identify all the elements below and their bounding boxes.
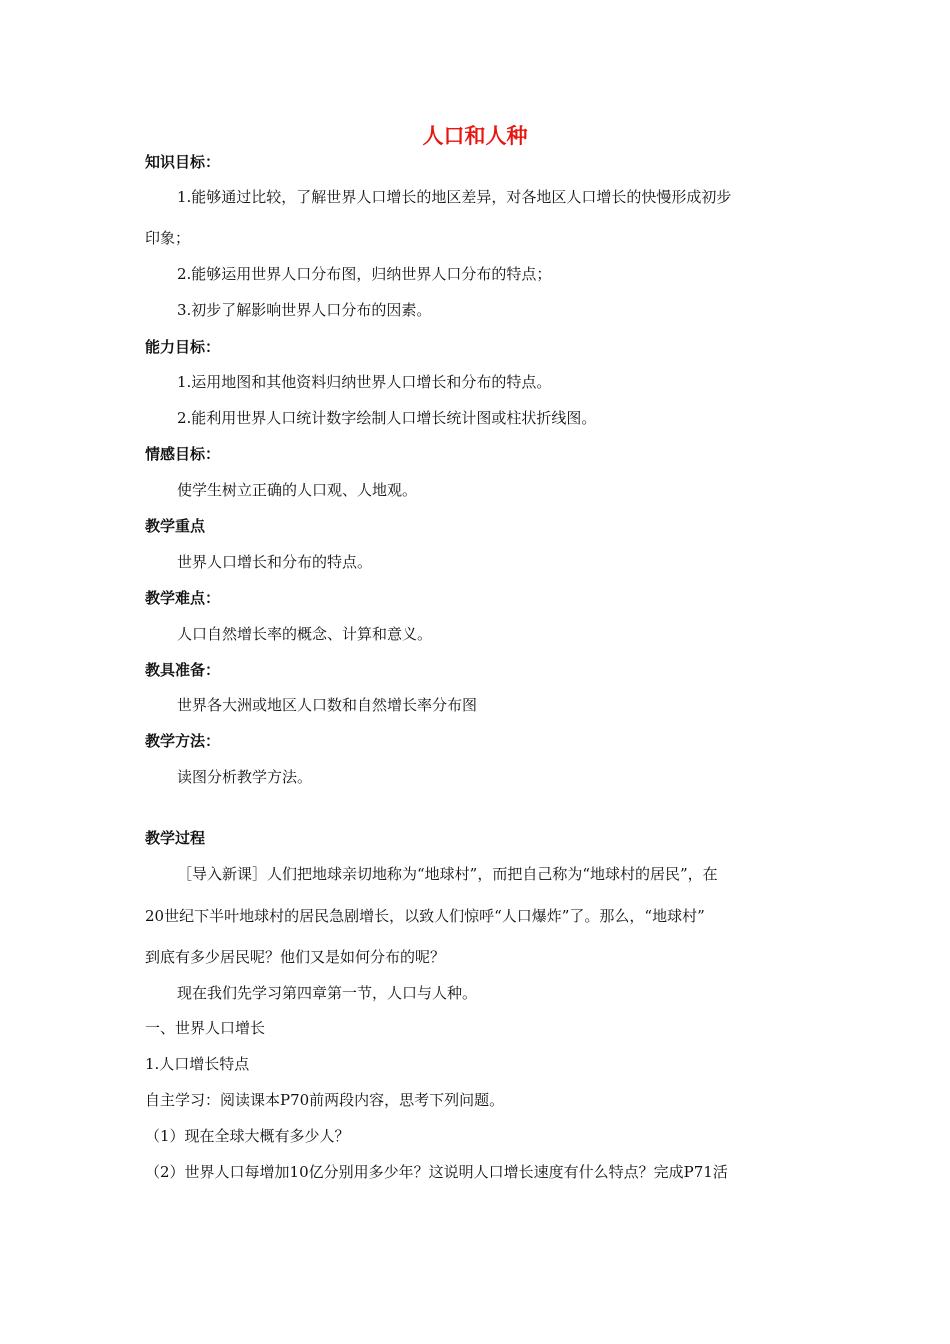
method-item: 读图分析教学方法。 <box>177 768 313 786</box>
ability-item-1: 1.运用地图和其他资料归纳世界人口增长和分布的特点。 <box>177 373 552 391</box>
process-paragraph-1-cont: 20世纪下半叶地球村的居民急剧增长，以致人们惊呼“人口爆炸”了。那么，“地球村” <box>145 907 705 925</box>
key-points-item: 世界人口增长和分布的特点。 <box>177 553 373 571</box>
process-paragraph-1-cont2: 到底有多少居民呢？他们又是如何分布的呢？ <box>145 948 446 966</box>
difficulty-heading: 教学难点： <box>145 589 221 607</box>
key-points-heading: 教学重点 <box>145 517 206 535</box>
part-1-subheading: 1.人口增长特点 <box>145 1055 250 1073</box>
knowledge-item-1-cont: 印象； <box>145 229 191 247</box>
document-title: 人口和人种 <box>422 124 528 148</box>
question-2: （2）世界人口每增加10亿分别用多少年？这说明人口增长速度有什么特点？完成P71活 <box>145 1163 728 1181</box>
process-paragraph-1: ［导入新课］人们把地球亲切地称为“地球村”，而把自己称为“地球村的居民”，在 <box>177 865 718 883</box>
process-paragraph-2: 现在我们先学习第四章第一节，人口与人种。 <box>177 984 478 1002</box>
knowledge-item-3: 3.初步了解影响世界人口分布的因素。 <box>177 301 432 319</box>
ability-heading: 能力目标： <box>145 338 221 356</box>
process-heading: 教学过程 <box>145 829 206 847</box>
ability-item-2: 2.能利用世界人口统计数字绘制人口增长统计图或柱状折线图。 <box>177 409 597 427</box>
self-study-line: 自主学习：阅读课本P70前两段内容，思考下列问题。 <box>145 1091 505 1109</box>
tools-heading: 教具准备： <box>145 661 221 679</box>
emotion-item-1: 使学生树立正确的人口观、人地观。 <box>177 481 418 499</box>
part-1-heading: 一、世界人口增长 <box>145 1019 266 1037</box>
question-1: （1）现在全球大概有多少人？ <box>145 1127 350 1145</box>
method-heading: 教学方法： <box>145 732 221 750</box>
knowledge-item-1: 1.能够通过比较，了解世界人口增长的地区差异，对各地区人口增长的快慢形成初步 <box>177 188 732 206</box>
tools-item: 世界各大洲或地区人口数和自然增长率分布图 <box>177 696 478 714</box>
emotion-heading: 情感目标： <box>145 445 221 463</box>
knowledge-heading: 知识目标： <box>145 153 221 171</box>
difficulty-item: 人口自然增长率的概念、计算和意义。 <box>177 625 433 643</box>
knowledge-item-2: 2.能够运用世界人口分布图，归纳世界人口分布的特点； <box>177 265 552 283</box>
